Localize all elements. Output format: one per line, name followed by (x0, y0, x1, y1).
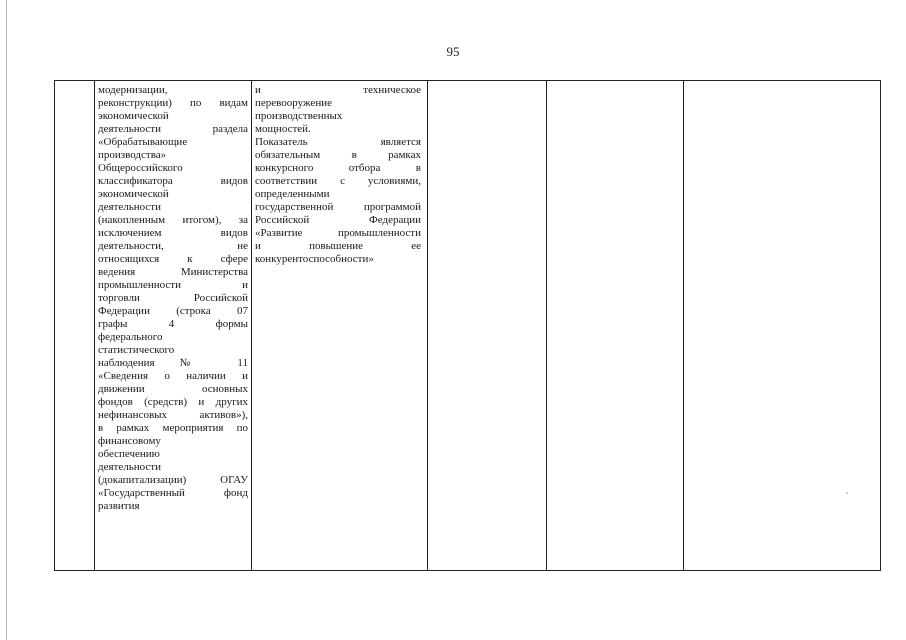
table-cell-line: соответствии с условиями, (255, 175, 421, 187)
table-cell-line: (накопленным итогом), за (98, 214, 248, 226)
table-cell-line: и повышение ее (255, 240, 421, 252)
table-cell-line: мощностей. (255, 123, 311, 135)
table-cell-line: производства» (98, 149, 167, 161)
table-cell-line: «Развитие промышленности (255, 227, 421, 239)
table-cell-line: и техническое (255, 84, 421, 96)
table-cell-line: Российской Федерации (255, 214, 421, 226)
column-divider (546, 81, 547, 570)
table-cell-line: наблюдения № 11 (98, 357, 248, 369)
table-cell-line: Общероссийского (98, 162, 183, 174)
table-cell-line: промышленности и (98, 279, 248, 291)
table-cell-line: деятельности, не (98, 240, 248, 252)
table-cell-line: деятельности (98, 461, 161, 473)
table-cell-line: экономической (98, 188, 169, 200)
table-cell-indicator-notes (255, 84, 421, 266)
table-cell-line: «Сведения о наличии и (98, 370, 248, 382)
table-cell-line: государственной программой (255, 201, 421, 213)
table-cell-line: движении основных (98, 383, 248, 395)
column-divider (427, 81, 428, 570)
column-divider (251, 81, 252, 570)
table-cell-line: конкурентоспособности» (255, 253, 374, 265)
table-cell-line: торговли Российской (98, 292, 248, 304)
table-cell-line: деятельности (98, 201, 161, 213)
table-cell-indicator-description (98, 84, 248, 513)
page-edge-line (6, 0, 7, 640)
column-divider (94, 81, 95, 570)
table-cell-line: относящихся к сфере (98, 253, 248, 265)
table-cell-line: реконструкции) по видам (98, 97, 248, 109)
table-cell-line: развития (98, 500, 140, 512)
table-cell-line: «Обрабатывающие (98, 136, 188, 148)
table-cell-line: обеспечению (98, 448, 160, 460)
table-cell-line: нефинансовых активов»), (98, 409, 248, 421)
table-cell-line: модернизации, (98, 84, 168, 96)
table-cell-line: производственных (255, 110, 343, 122)
table-cell-line: перевооружение (255, 97, 332, 109)
table-cell-line: конкурсного отбора в (255, 162, 421, 174)
table-cell-line: Показатель является (255, 136, 421, 148)
table-cell-line: определенными (255, 188, 330, 200)
table-cell-line: ведения Министерства (98, 266, 248, 278)
table-cell-line: статистического (98, 344, 175, 356)
table-cell-line: «Государственный фонд (98, 487, 248, 499)
table-cell-line: фондов (средств) и других (98, 396, 248, 408)
scan-speck (846, 492, 848, 494)
table-cell-line: обязательным в рамках (255, 149, 421, 161)
table-cell-line: Федерации (строка 07 (98, 305, 248, 317)
table-cell-line: классификатора видов (98, 175, 248, 187)
page-number: 95 (446, 44, 460, 59)
table-cell-line: исключением видов (98, 227, 248, 239)
document-table (54, 80, 881, 571)
table-cell-line: (докапитализации) ОГАУ (98, 474, 248, 486)
table-cell-line: экономической (98, 110, 169, 122)
table-cell-line: деятельности раздела (98, 123, 248, 135)
column-divider (683, 81, 684, 570)
table-cell-line: графы 4 формы (98, 318, 248, 330)
table-cell-line: федерального (98, 331, 163, 343)
table-cell-line: в рамках мероприятия по (98, 422, 248, 434)
table-cell-line: финансовому (98, 435, 161, 447)
